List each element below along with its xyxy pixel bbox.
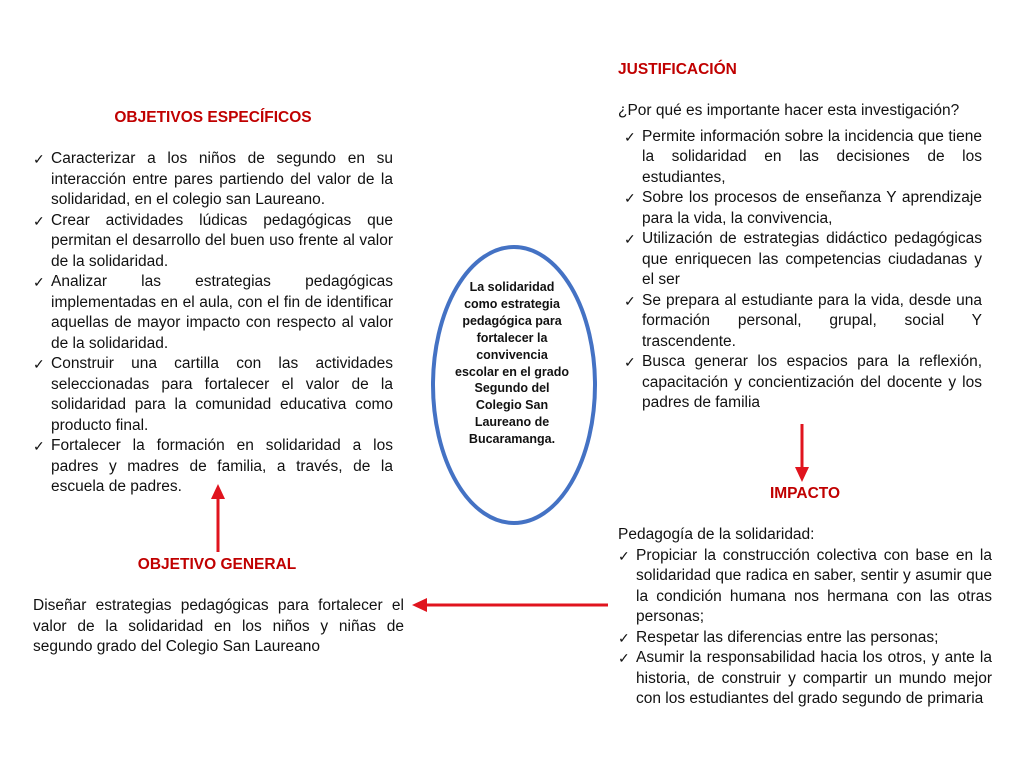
- justificacion-question: ¿Por qué es importante hacer esta investigación?: [618, 102, 960, 119]
- list-item: ✓ Permite información sobre la incidencia que tiene la solidaridad en las decisiones de los estudiantes,: [624, 127, 982, 186]
- checkmark-icon: ✓: [33, 274, 45, 290]
- list-item: ✓ Sobre los procesos de enseñanza Y aprendizaje para la vida, la convivencia,: [624, 189, 982, 227]
- list-item: ✓ Construir una cartilla con las actividades seleccionadas para fortalecer el valor de la solidaridad para la comunidad educativa como producto final.: [33, 355, 393, 434]
- justificacion-list: [624, 127, 982, 414]
- objetivo-general-section: [33, 555, 404, 658]
- checkmark-icon: ✓: [33, 151, 45, 167]
- impacto-title: IMPACTO: [769, 485, 841, 502]
- checkmark-icon: ✓: [618, 650, 630, 666]
- objetivo-general-title: OBJETIVO GENERAL: [137, 556, 297, 573]
- checkmark-icon: ✓: [624, 190, 636, 206]
- list-item: ✓ Crear actividades lúdicas pedagógicas que permitan el desarrollo del buen uso frente al valor de la solidaridad.: [33, 211, 393, 270]
- checkmark-icon: ✓: [618, 547, 630, 564]
- checkmark-icon: ✓: [33, 438, 45, 454]
- arrow-down-icon: [792, 424, 812, 482]
- objetivos-especificos-list: [33, 149, 393, 498]
- list-item: ✓ Utilización de estrategias didáctico pedagógicas que enriquecen las competencias ciudadanas y el ser: [624, 230, 982, 288]
- list-item: ✓ Se prepara al estudiante para la vida, desde una formación personal, grupal, social Y trascendente.: [624, 291, 982, 350]
- objetivos-especificos-section: [33, 108, 393, 498]
- justificacion-section: [618, 60, 982, 414]
- checkmark-icon: ✓: [624, 128, 636, 145]
- arrow-up-icon: [208, 484, 228, 552]
- list-item: ✓ Fortalecer la formación en solidaridad a los padres y madres de familia, a través, de la escuela de padres.: [33, 437, 393, 495]
- objetivos-especificos-title: OBJETIVOS ESPECÍFICOS: [114, 109, 312, 126]
- objetivo-general-text: Diseñar estrategias pedagógicas para fortalecer el valor de la solidaridad en los niños y niñas de segundo grado del Colegio San Laureano: [33, 597, 404, 655]
- list-item: ✓ Asumir la responsabilidad hacia los otros, y ante la historia, de construir y compartir un mundo mejor con los estudiantes del grado segundo de primaria: [618, 649, 992, 707]
- list-item: ✓ Busca generar los espacios para la reflexión, capacitación y concientización del docente y los padres de familia: [624, 353, 982, 411]
- list-item: ✓ Propiciar la construcción colectiva con base en la solidaridad que radica en saber, sentir y asumir que la condición humana nos hermana con las otras personas;: [618, 546, 992, 625]
- list-item: ✓ Analizar las estrategias pedagógicas implementadas en el aula, con el fin de identificar aquellas de mayor impacto con respecto al valor de la solidaridad.: [33, 273, 393, 352]
- checkmark-icon: ✓: [624, 292, 636, 309]
- impacto-list: [618, 546, 992, 710]
- list-item: ✓ Caracterizar a los niños de segundo en su interacción entre pares partiendo del valor de la solidaridad, en el colegio san Laureano.: [33, 150, 393, 208]
- justificacion-title: JUSTIFICACIÓN: [618, 61, 737, 78]
- list-item: ✓ Respetar las diferencias entre las personas;: [618, 628, 992, 649]
- arrow-left-icon: [412, 595, 608, 615]
- checkmark-icon: ✓: [624, 354, 636, 370]
- impacto-section: [618, 484, 992, 710]
- center-topic-text: La solidaridad como estrategia pedagógica para fortalecer la convivencia escolar en el grado Segundo del Colegio San Laureano de Bucaramanga.: [455, 280, 569, 447]
- checkmark-icon: ✓: [33, 212, 45, 229]
- checkmark-icon: ✓: [624, 231, 636, 247]
- checkmark-icon: ✓: [33, 356, 45, 372]
- impacto-subtitle: Pedagogía de la solidaridad:: [618, 526, 815, 543]
- checkmark-icon: ✓: [618, 629, 630, 646]
